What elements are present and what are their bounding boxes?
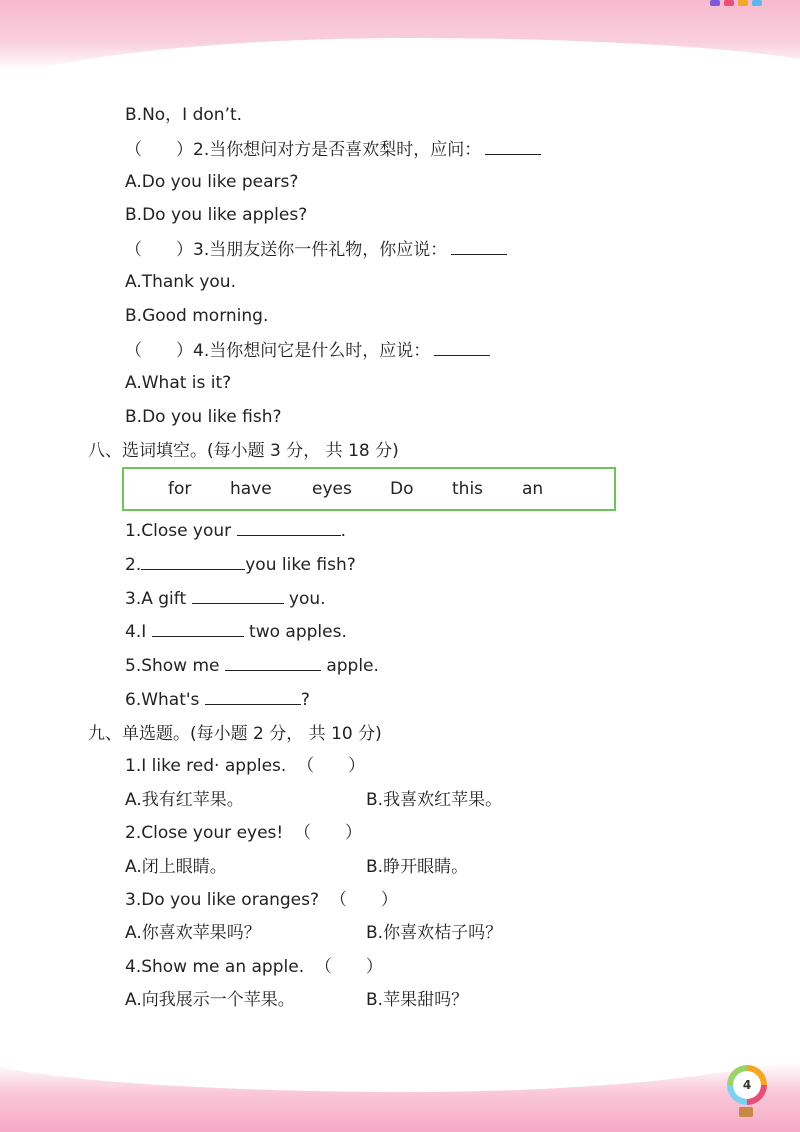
bottom-decorative-band [0,1062,800,1132]
fill-item-2 [125,553,356,576]
fill-item-4 [125,620,347,643]
fill-item-5 [125,654,379,677]
q4-text: 4.当你想问它是什么时，应说： [193,341,431,361]
balloon-basket-icon [739,1107,753,1117]
answer-blank[interactable] [205,688,301,705]
answer-blank[interactable] [192,587,284,604]
answer-paren[interactable]: （ ） [297,756,366,776]
question-stem: 4.Show me an apple. [125,957,305,977]
q2-line [125,138,541,161]
q3-option-b: B.Good morning. [125,306,269,326]
fill-item-text: 4.I [125,622,152,642]
answer-paren[interactable]: （ ） [125,240,193,260]
choice-question-3 [125,889,398,911]
choice-question-2 [125,822,362,844]
choice-options-4 [125,989,625,1011]
option-a: A.向我展示一个苹果。 [125,990,295,1010]
q4-option-b: B.Do you like fish? [125,407,282,427]
choice-question-1 [125,755,365,777]
option-b: B.你喜欢桔子吗？ [366,923,503,943]
fill-item-text: apple. [320,656,379,676]
fill-item-text: two apples. [243,622,347,642]
answer-blank[interactable] [237,519,341,536]
q2-option-a: A.Do you like pears? [125,172,299,192]
fill-item-3 [125,587,326,610]
answer-paren[interactable]: （ ） [314,957,383,977]
fill-item-text: you like fish? [245,555,356,575]
q4-line [125,339,490,362]
fill-item-text: 6.What's [125,690,205,710]
fill-item-text: 5.Show me [125,656,225,676]
answer-blank[interactable] [225,654,321,671]
section9-heading: 九、单选题。(每小题 2 分， 共 10 分) [88,724,382,744]
q2-text: 2.当你想问对方是否喜欢梨时，应问： [193,140,482,160]
fill-item-text: 1.Close your [125,521,237,541]
fill-item-text: ? [300,690,310,710]
question-stem: 2.Close your eyes! [125,823,284,843]
choice-question-4 [125,956,383,978]
bottom-band-curve [0,1022,800,1092]
page-number: 4 [733,1071,761,1099]
word-bank-item: for [168,479,192,499]
fill-item-6 [125,688,310,711]
choice-options-3 [125,922,625,944]
word-bank-item: eyes [312,479,352,499]
section8-heading: 八、选词填空。(每小题 3 分， 共 18 分) [88,441,399,461]
answer-paren[interactable]: （ ） [125,341,193,361]
answer-paren[interactable]: （ ） [294,823,363,843]
word-bank-item: have [230,479,272,499]
fill-item-text: you. [283,589,326,609]
q1-option-b: B.No，I don’t. [125,105,243,125]
option-b: B.苹果甜吗？ [366,990,469,1010]
answer-paren[interactable]: （ ） [329,890,398,910]
question-stem: 1.I like red· apples. [125,756,287,776]
option-b: B.我喜欢红苹果。 [366,790,503,810]
fill-item-text: 2. [125,555,142,575]
answer-paren[interactable]: （ ） [125,140,193,160]
answer-blank[interactable] [152,620,244,637]
choice-options-2 [125,856,625,878]
option-a: A.闭上眼睛。 [125,857,227,877]
answer-blank[interactable] [141,553,245,570]
fill-item-text: 3.A gift [125,589,192,609]
answer-blank[interactable] [451,238,507,255]
answer-blank[interactable] [485,138,541,155]
option-a: A.我有红苹果。 [125,790,244,810]
word-bank-box [122,467,616,511]
choice-options-1 [125,789,625,811]
answer-blank[interactable] [434,339,490,356]
word-bank-item: Do [390,479,414,499]
q3-text: 3.当朋友送你一件礼物，你应说： [193,240,448,260]
option-b: B.睁开眼睛。 [366,857,469,877]
q2-option-b: B.Do you like apples? [125,205,308,225]
top-color-dots-icon [710,0,770,8]
q4-option-a: A.What is it? [125,373,232,393]
top-decorative-band [0,0,800,70]
page-number-badge [725,1063,773,1123]
option-a: A.你喜欢苹果吗？ [125,923,261,943]
word-bank-item: an [522,479,544,499]
word-bank-item: this [452,479,484,499]
top-band-curve [0,38,800,108]
q3-line [125,238,507,261]
fill-item-1 [125,519,346,542]
question-stem: 3.Do you like oranges? [125,890,320,910]
q3-option-a: A.Thank you. [125,272,236,292]
fill-item-text: . [340,521,346,541]
